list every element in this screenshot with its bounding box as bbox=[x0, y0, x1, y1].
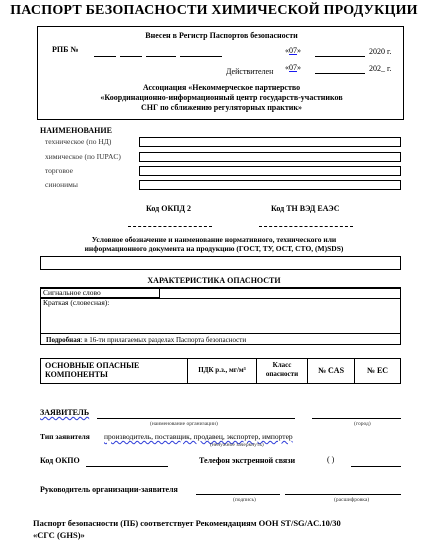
components-header-cas: № CAS bbox=[317, 366, 345, 375]
normative-doc-line-2: информационного документа на продукцию (ГОСТ, ТУ, ОСТ, СТО, (М)SDS) bbox=[84, 244, 344, 253]
detail-rest: : в 16-ти прилагаемых разделах Паспорта безопасности bbox=[80, 336, 247, 344]
naming-label-technical: техническое (по НД) bbox=[45, 137, 112, 146]
sign-caption: (подпись) bbox=[233, 497, 256, 503]
phone-line[interactable] bbox=[351, 466, 401, 467]
date-year: 2020 г. bbox=[369, 47, 392, 56]
org-caption: (наименование организации) bbox=[150, 421, 218, 427]
phone-code[interactable]: ( ) bbox=[327, 455, 335, 464]
rpb-line-1[interactable] bbox=[94, 56, 116, 57]
okpo-line[interactable] bbox=[86, 466, 168, 467]
naming-field-technical[interactable] bbox=[139, 137, 401, 147]
components-header-ec: № ЕС bbox=[366, 366, 389, 375]
date-close-quote: » bbox=[297, 46, 301, 55]
city-caption: (город) bbox=[354, 421, 371, 427]
okpd-label: Код ОКПД 2 bbox=[146, 204, 191, 213]
footer-line-1: Паспорт безопасности (ПБ) соответствует Рекомендациям ООН ST/SG/AC.10/30 bbox=[33, 518, 341, 528]
naming-label-chemical: химическое (по IUPAC) bbox=[45, 152, 121, 161]
components-header-class: Класс опасности bbox=[265, 361, 299, 378]
association-line-2: «Координационно-информационный центр государств-участников bbox=[100, 93, 343, 102]
components-col-class bbox=[256, 358, 308, 384]
naming-field-trade[interactable] bbox=[139, 166, 401, 176]
components-header-pdk: ПДК р.з., мг/м³ bbox=[198, 366, 246, 374]
registry-box bbox=[37, 26, 404, 120]
association-line-3: СНГ по сближению регуляторных практик» bbox=[140, 103, 303, 112]
association-line-1: Ассоциация «Некоммерческое партнерство bbox=[142, 83, 301, 92]
brief-hazard-field[interactable] bbox=[40, 298, 401, 334]
applicant-type-label: Тип заявителя bbox=[40, 432, 90, 441]
brief-hazard-label: Краткая (словесная): bbox=[43, 298, 110, 307]
components-col-name bbox=[40, 358, 188, 384]
signature-line[interactable] bbox=[196, 494, 280, 495]
naming-label-synonyms: синонимы bbox=[45, 180, 78, 189]
applicant-type-options[interactable]: производитель, поставщик, продавец, экспортер, импортер bbox=[104, 432, 293, 441]
rpb-line-4[interactable] bbox=[180, 56, 222, 57]
okpo-label: Код ОКПО bbox=[40, 456, 80, 465]
phone-label: Телефон экстренной связи bbox=[199, 456, 296, 465]
detail-bold: Подробная bbox=[46, 336, 81, 344]
valid-close-quote: » bbox=[297, 63, 301, 72]
date-day[interactable]: 07 bbox=[289, 46, 297, 55]
valid-month-line[interactable] bbox=[315, 73, 365, 74]
applicant-org-line[interactable] bbox=[97, 418, 295, 419]
rpb-line-3[interactable] bbox=[146, 56, 176, 57]
components-col-pdk bbox=[187, 358, 257, 384]
date-open-quote: « bbox=[285, 46, 289, 55]
registry-heading: Внесен в Регистр Паспортов безопасности bbox=[145, 31, 298, 40]
page-title: ПАСПОРТ БЕЗОПАСНОСТИ ХИМИЧЕСКОЙ ПРОДУКЦИИ bbox=[10, 3, 418, 18]
decode-caption: (расшифровка) bbox=[334, 497, 370, 503]
naming-field-synonyms[interactable] bbox=[139, 180, 401, 190]
naming-label-trade: торговое bbox=[45, 166, 73, 175]
decode-line[interactable] bbox=[285, 494, 401, 495]
footer-line-2: «СГС (GHS)» bbox=[33, 530, 85, 540]
valid-open-quote: « bbox=[285, 63, 289, 72]
applicant-city-line[interactable] bbox=[312, 418, 401, 419]
date-month-line[interactable] bbox=[315, 56, 365, 57]
head-label: Руководитель организации-заявителя bbox=[40, 485, 178, 494]
rpb-line-2[interactable] bbox=[120, 56, 142, 57]
hazard-heading: ХАРАКТЕРИСТИКА ОПАСНОСТИ bbox=[147, 276, 281, 285]
naming-heading: НАИМЕНОВАНИЕ bbox=[40, 126, 112, 135]
valid-day[interactable]: 07 bbox=[289, 63, 297, 72]
rpb-label: РПБ № bbox=[52, 45, 79, 54]
type-caption: (ненужное зачеркнуть) bbox=[210, 442, 264, 448]
valid-label: Действителен bbox=[226, 67, 274, 76]
components-col-cas bbox=[307, 358, 355, 384]
valid-year: 202_ г. bbox=[369, 64, 392, 73]
applicant-label: ЗАЯВИТЕЛЬ bbox=[40, 408, 90, 417]
normative-doc-field[interactable] bbox=[40, 256, 401, 270]
tnved-input-line[interactable] bbox=[259, 226, 353, 227]
components-header-name: ОСНОВНЫЕ ОПАСНЫЕ КОМПОНЕНТЫ bbox=[45, 361, 140, 379]
naming-field-chemical[interactable] bbox=[139, 152, 401, 162]
okpd-input-line[interactable] bbox=[128, 226, 212, 227]
tnved-label: Код ТН ВЭД ЕАЭС bbox=[271, 204, 340, 213]
components-col-ec bbox=[354, 358, 401, 384]
signal-word-label: Сигнальное слово bbox=[43, 288, 101, 297]
normative-doc-line-1: Условное обозначение и наименование нормативного, технического или bbox=[91, 235, 337, 244]
